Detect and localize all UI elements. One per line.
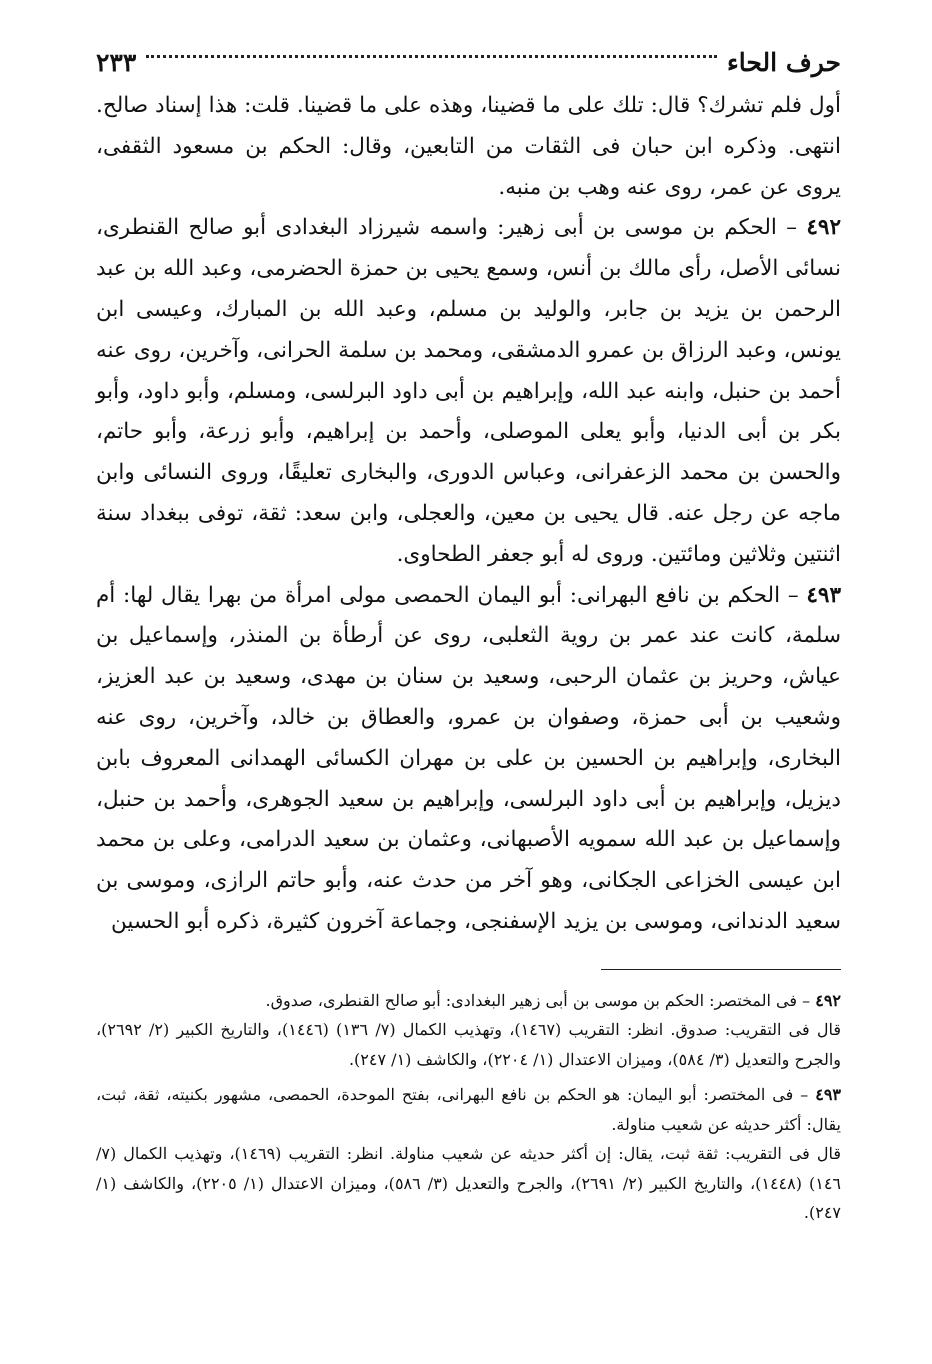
continuation-paragraph: أول فلم تشرك؟ قال: تلك على ما قضينا، وهذه على ما قضينا. قلت: هذا إسناد صالح. انتهى. وذكره ابن حبان فى الثقات من التابعين، وقال: الحكم بن مسعود الثقفى، يروى عن عمر، روى عنه وهب بن منبه. (96, 93, 841, 200)
running-head (96, 38, 841, 86)
biography-entry-492 (96, 208, 841, 575)
footnote-line (96, 986, 841, 1016)
chapter-title: حرف الحاء (727, 47, 841, 77)
footnote-line: قال فى التقريب: صدوق. انظر: التقريب (١٤٦٧)، وتهذيب الكمال (٧/ ١٣٦) (١٤٤٦)، والتاريخ الكبير (٢/ ٢٦٩٢)، والجرح والتعديل (٣/ ٥٨٤)، وميزان الاعتدال (١/ ٢٢٠٤)، والكاشف (١/ ٢٤٧). (96, 1020, 842, 1069)
page-number: ٢٣٣ (96, 47, 137, 77)
footnote-493 (96, 1080, 841, 1228)
footnote-separator (601, 969, 841, 970)
main-text (96, 86, 841, 943)
entry-text: – الحكم بن نافع البهرانى: أبو اليمان الحمصى مولى امرأة من بهرا يقال لها: أم سلمة، كانت عند عمر بن روية الثعلبى، روى عن أرطأة بن المنذر، وإسماعيل بن عياش، وحريز بن عثمان الرحبى، وسعيد بن سنان بن مهدى، وسعيد بن عبد العزيز، وشعيب بن أبى حمزة، وصفوان بن عمرو، والعطاق بن خالد، وآخرين، روى عنه البخارى، وإبراهيم بن الحسين بن على بن مهران الكسائى الهمدانى المعروف بابن ديزيل، وإبراهيم بن أبى داود البرلسى، وإبراهيم بن سعيد الجوهرى، وأحمد بن حنبل، وإسماعيل بن عبد الله سمويه الأصبهانى، وعثمان بن سعيد الدرامى، وعلى بن محمد ابن عيسى الخزاعى الجكانى، وهو آخر من حدث عنه، وأبو حاتم الرازى، وموسى بن سعيد الدندانى، وموسى بن يزيد الإسفنجى، وجماعة آخرون كثيرة، ذكره أبو الحسين (96, 582, 841, 934)
entry-number: ٤٩٣ (806, 582, 841, 608)
footnote-number: ٤٩٣ (815, 1085, 841, 1105)
footnote-line (96, 1080, 841, 1139)
footnote-number: ٤٩٢ (815, 990, 841, 1010)
biography-entry-493 (96, 576, 841, 943)
dot-leader (146, 55, 717, 58)
entry-text: – الحكم بن موسى بن أبى زهير: واسمه شيرزاد البغدادى أبو صالح القنطرى، نسائى الأصل، رأى مالك بن أنس، وسمع يحيى بن حمزة الحضرمى، وعبد الله بن عبد الرحمن بن يزيد بن جابر، والوليد بن مسلم، وعبد الله بن المبارك، وعيسى ابن يونس، وعبد الرزاق بن عمرو الدمشقى، ومحمد بن سلمة الحرانى، وآخرين، روى عنه أحمد بن حنبل، وابنه عبد الله، وإبراهيم بن أبى داود البرلسى، ومسلم، وأبو داود، وأبو بكر بن أبى الدنيا، وأبو يعلى الموصلى، وأحمد بن إبراهيم، وأبو زرعة، وأبو حاتم، والحسن بن محمد الزعفرانى، وعباس الدورى، والبخارى تعليقًا، وروى النسائى وابن ماجه عن رجل عنه. قال يحيى بن معين، والعجلى، وابن سعد: ثقة، توفى ببغداد سنة اثنتين وثلاثين ومائتين. وروى له أبو جعفر الطحاوى. (96, 215, 841, 567)
footnote-text: – فى المختصر: أبو اليمان: هو الحكم بن نافع البهرانى، بفتح الموحدة، الحمصى، مشهور بكنيته، ثقة، ثبت، يقال: أكثر حديثه عن شعيب مناولة. (96, 1085, 841, 1134)
footnote-line: قال فى التقريب: ثقة ثبت، يقال: إن أكثر حديثه عن شعيب مناولة. انظر: التقريب (١٤٦٩)، وتهذيب الكمال (٧/ ١٤٦) (١٤٤٨)، والتاريخ الكبير (٢/ ٢٦٩١)، والجرح والتعديل (٣/ ٥٨٦)، وميزان الاعتدال (١/ ٢٢٠٥)، والكاشف (١/ ٢٤٧). (96, 1144, 841, 1223)
footnote-492 (96, 986, 841, 1075)
book-page (96, 38, 841, 1234)
footnote-text: – فى المختصر: الحكم بن موسى بن أبى زهير البغدادى: أبو صالح القنطرى، صدوق. (265, 990, 811, 1010)
footnotes (96, 986, 841, 1228)
entry-number: ٤٩٢ (806, 215, 841, 241)
